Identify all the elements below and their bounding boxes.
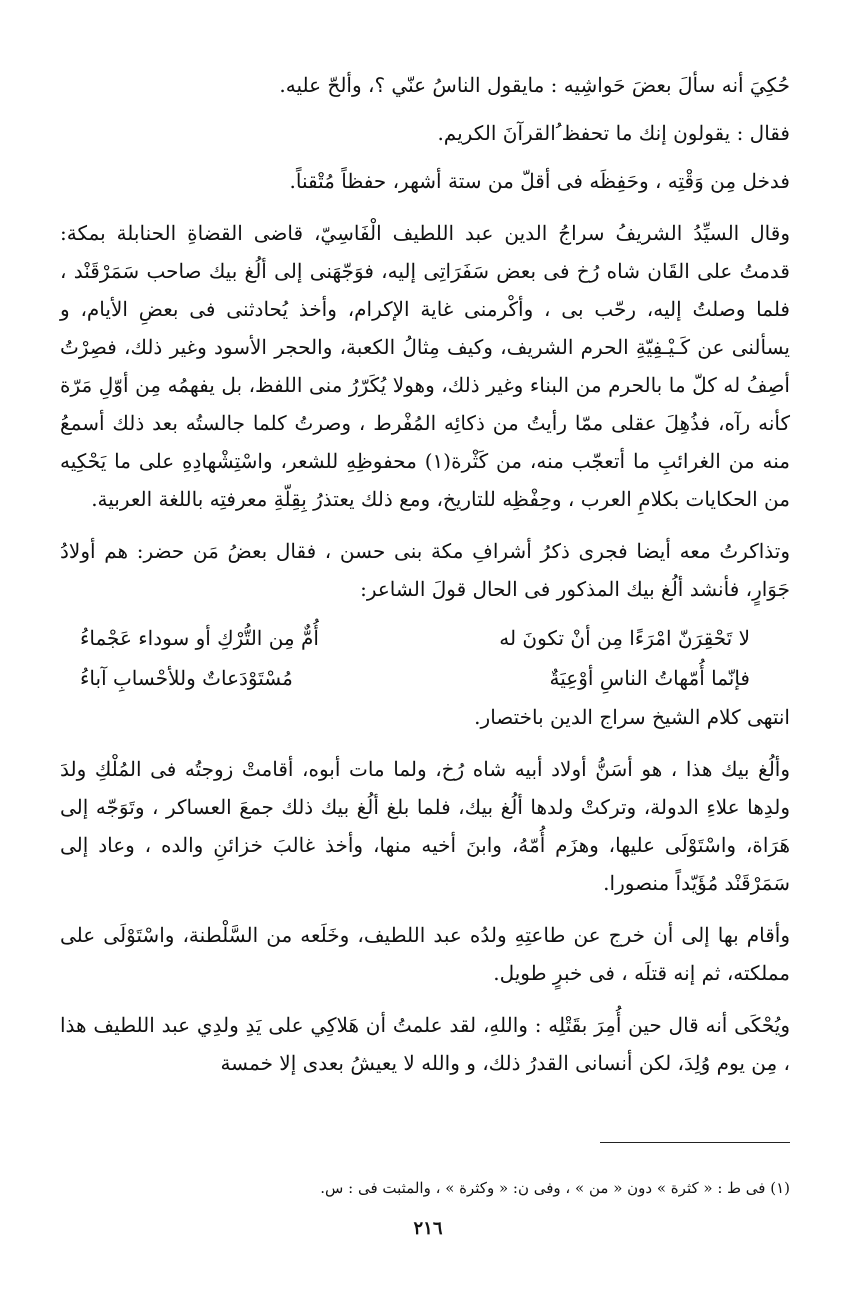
paragraph-8: ويُحْكَى أنه قال حين أُمِرَ بقَتْلِه : واللهِ، لقد علمتُ أن هَلاكِي على يَدِ ولدِي عبد اللطيف هذا ، مِن يوم وُلِدَ، لكن أنسانى القدرُ ذلك، و والله لا يعيشُ بعدى إلا خمسة — [60, 1013, 790, 1075]
poem — [60, 618, 790, 698]
quote-end: انتهى كلام الشيخ سراج الدين باختصار. — [474, 705, 790, 729]
paragraph-3: فدخل مِن وَقْتِه ، وحَفِظَه فى أقلّ من ستة أشهر، حفظاً مُتْقناً. — [289, 169, 790, 193]
poem-verse — [60, 618, 790, 658]
paragraph-4: وقال السيِّدُ الشريفُ سراجُ الدين عبد اللطيف الْفَاسِيّ، قاضى القضاةِ الحنابلة بمكة: قدمتُ على القَان شاه رُخ فى بعض سَفَرَاتِى إليه، فوَجّهَنى إلى ألُغ بيك صاحب سَمَرْقَنْد ، فلما وصلتُ إليه، رحّب بى ، وأكْرمنى غاية الإكرام، وأخذ يُحادثنى فى بعضِ الأيام، و يسألنى عن كَـيْـفِيّةِ الحرم الشريف، وكيف مِثالُ الكعبة، والحجر الأسود وغير ذلك، فصِرْتُ أصِفُ له كلّ ما بالحرم من البناء وغير ذلك، وهولا يُكَرّرُ منى اللفظ، بل يفهمُه مِن أوّلِ مَرّة كأنه رآه، فذُهِلَ عقلى ممّا رأيتُ من ذكائِه المُفْرط ، وصرتُ كلما جالستُه بعد ذلك أسمعُ منه من الغرائبِ ما أتعجّب منه، من كَثْرة(١) محفوظِهِ للشعر، واسْتِشْهادِهِ على ما يَحْكِيه من الحكايات بكلامِ العرب ، وحِفْظِه للتاريخ، ومع ذلك يعتذرُ بِقِلّةِ معرفتِه باللغة العربية. — [60, 221, 791, 511]
main-text — [60, 66, 790, 1092]
verse-second-hemistich: مُسْتَوْدَعاتٌ وللأحْسابِ آباءُ — [80, 666, 293, 690]
paragraph-1: حُكِيَ أنه سألَ بعضَ حَواشِيه : مايقول الناسُ عنّي ؟، وألحّ عليه. — [279, 73, 790, 97]
verse-second-hemistich: أُمٌّ مِن التُّرْكِ أو سوداء عَجْماءُ — [80, 626, 319, 650]
paragraph-2: فقال : يقولون إنك ما تحفظ ُالقرآنَ الكريم. — [437, 121, 790, 145]
paragraph-7: وأقام بها إلى أن خرج عن طاعتِهِ ولدُه عبد اللطيف، وخَلَعه من السَّلْطنة، واسْتَوْلَى على مملكته، ثم إنه قتلَه ، فى خبرٍ طويل. — [60, 923, 790, 985]
paragraph-5: وتذاكرتُ معه أيضا فجرى ذكرُ أشرافِ مكة بنى حسن ، فقال بعضُ مَن حضر: هم أولادُ جَوَارٍ، فأنشد ألُغ بيك المذكور فى الحال قولَ الشاعر: — [60, 539, 790, 601]
poem-verse — [60, 658, 790, 698]
verse-first-hemistich: فإنّما أُمّهاتُ الناسِ أوْعِيَةٌ — [549, 666, 750, 690]
verse-first-hemistich: لا تَحْقِرَنّ امْرَءًا مِن أنْ تكونَ له — [499, 626, 750, 650]
page-number: ٢١٦ — [413, 1218, 443, 1239]
paragraph-6: وألُغ بيك هذا ، هو أسَنُّ أولاد أبيه شاه رُخ، ولما مات أبوه، أقامتْ زوجتُه فى المُلْكِ ولدَ ولدِها علاءِ الدولة، وتركتْ ولدها ألُغ بيك، فلما بلغ ألُغ بيك ذلك جمعَ العساكر ، وتَوَجّه إلى هَرَاة، واسْتَوْلَى عليها، وهزَم أُمّهُ، وابنَ أخيه منها، وأخذ غالبَ خزائنِ والده ، وعاد إلى سَمَرْقَنْد مُؤَيّداً منصورا. — [60, 757, 790, 895]
footnote: (١) فى ط : « كثرة » دون « من » ، وفى ن: « وكثرة » ، والمثبت فى : س. — [320, 1179, 790, 1197]
footnote-divider — [600, 1142, 790, 1143]
